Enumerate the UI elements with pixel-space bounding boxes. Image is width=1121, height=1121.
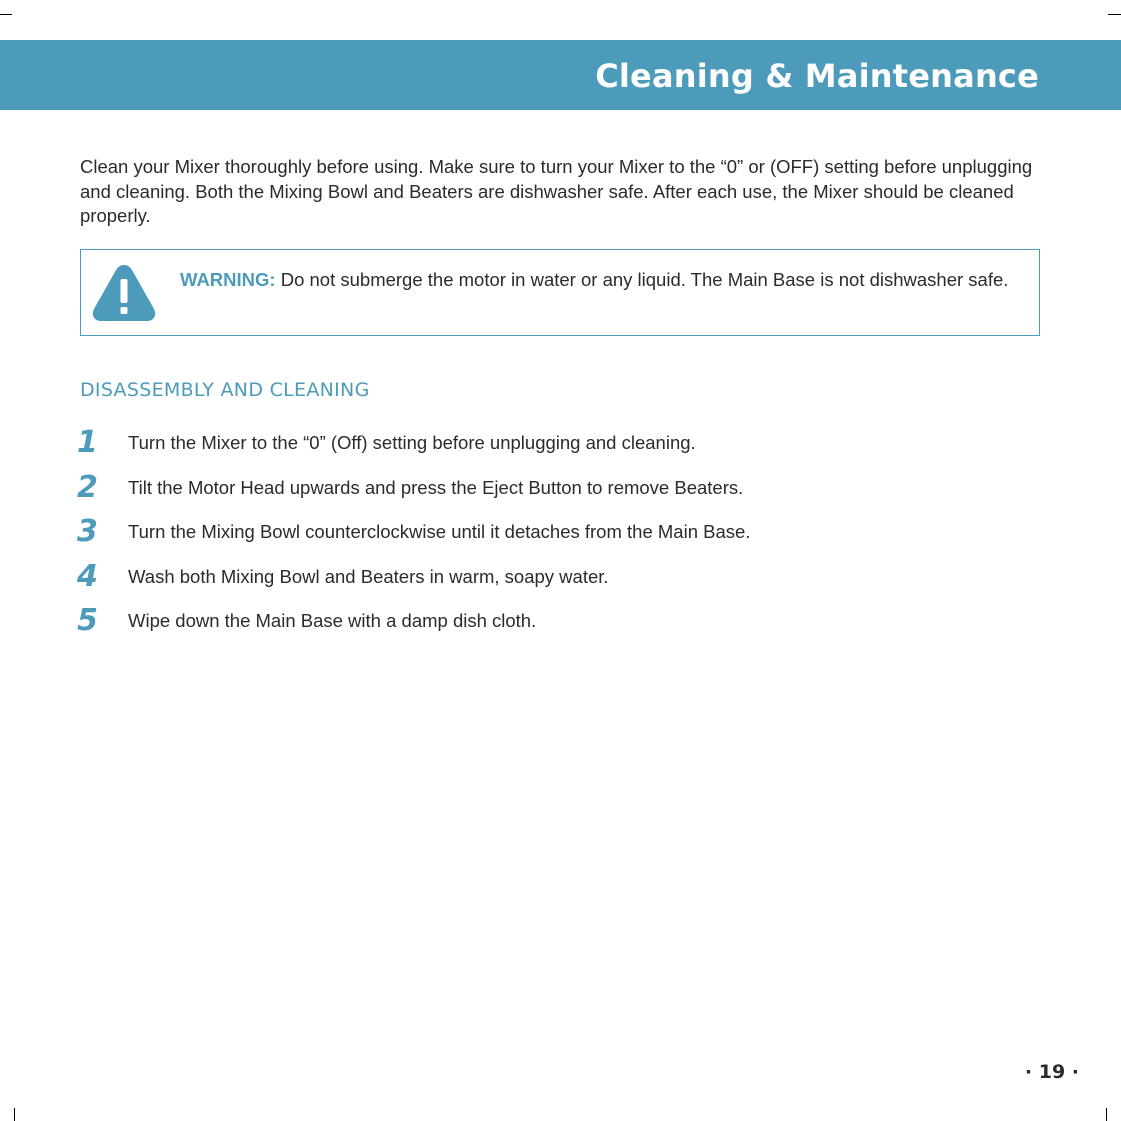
step-number: 2 — [77, 469, 98, 505]
warning-triangle-icon — [91, 262, 157, 324]
step-text: Turn the Mixer to the “0” (Off) setting before unplugging and cleaning. — [128, 432, 696, 453]
warning-message: Do not submerge the motor in water or any liquid. The Main Base is not dishwasher safe. — [280, 269, 1009, 290]
step-number: 1 — [77, 425, 98, 460]
warning-text — [180, 267, 1020, 292]
crop-mark — [14, 1108, 15, 1121]
section-heading: DISASSEMBLY AND CLEANING — [80, 379, 370, 401]
warning-callout — [80, 249, 1040, 336]
warning-label: WARNING: — [180, 269, 276, 290]
step-number: 3 — [77, 514, 98, 549]
crop-mark — [0, 14, 12, 15]
step-number: 4 — [77, 558, 98, 594]
page-number: · 19 · — [1024, 1061, 1079, 1083]
crop-mark — [1108, 14, 1121, 15]
crop-mark — [1106, 1108, 1107, 1121]
step-text: Turn the Mixing Bowl counterclockwise until it detaches from the Main Base. — [128, 521, 751, 542]
page-title: Cleaning & Maintenance — [595, 57, 1039, 95]
step-text: Wash both Mixing Bowl and Beaters in warm, soapy water. — [128, 565, 609, 587]
intro-paragraph: Clean your Mixer thoroughly before using. Make sure to turn your Mixer to the “0” or (OFF) setting before unplugging and cleaning. Both the Mixing Bowl and Beaters are dishwasher safe. After each use, the Mixer should be cleaned properly. — [80, 156, 1033, 226]
step-text: Wipe down the Main Base with a damp dish cloth. — [128, 610, 537, 631]
step-number: 5 — [77, 603, 98, 638]
step-text: Tilt the Motor Head upwards and press the Eject Button to remove Beaters. — [128, 476, 744, 498]
